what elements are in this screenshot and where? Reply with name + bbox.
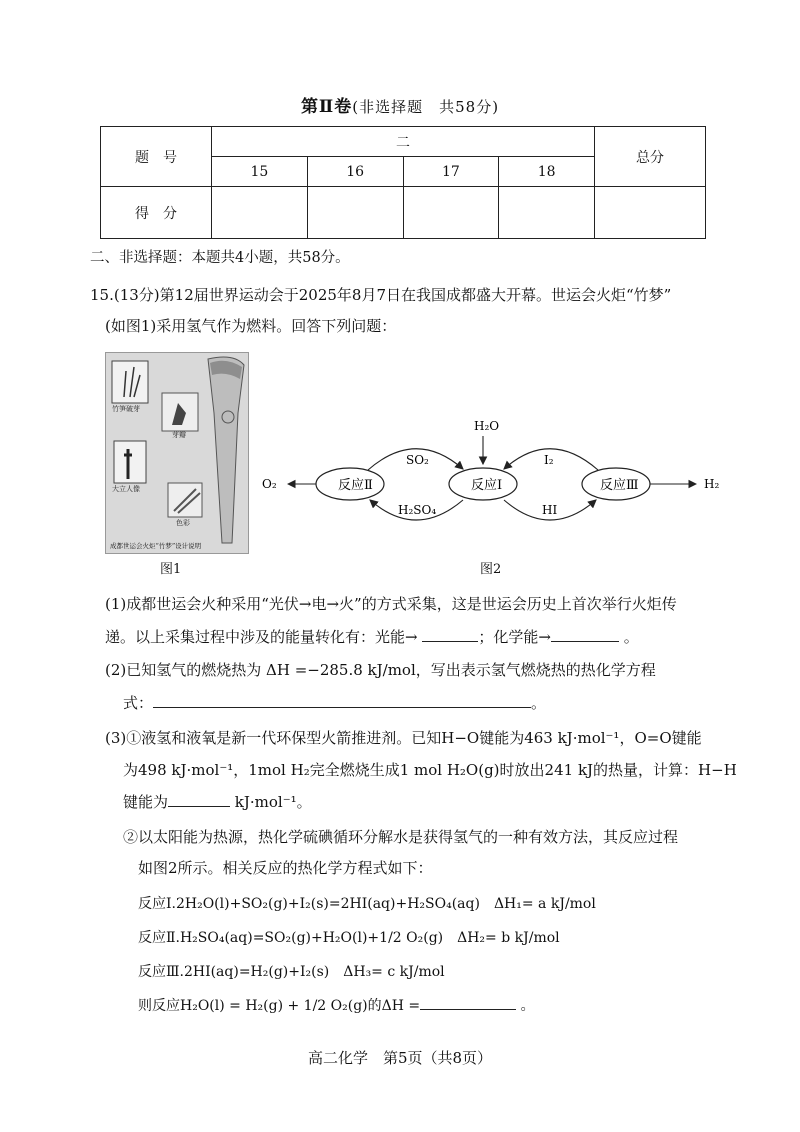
fig1-label: 色彩 xyxy=(176,519,190,527)
h2o-label: H₂O xyxy=(474,419,500,433)
row-label-score: 得 分 xyxy=(101,187,212,239)
part1-text-a: 递。以上采集过程中涉及的能量转化有：光能→ xyxy=(105,628,418,646)
part1-line1: (1)成都世运会火种采用“光伏→电→火”的方式采集，这是世运会历史上首次举行火炬传 xyxy=(105,595,677,613)
answer-blank[interactable] xyxy=(422,627,478,642)
part2-text-a: 式： xyxy=(123,694,154,712)
part3-text-b: kJ·mol⁻¹。 xyxy=(234,793,312,811)
h2so4-label: H₂SO₄ xyxy=(398,503,437,517)
group-label: 二 xyxy=(212,127,595,157)
part3b-line2: 如图2所示。相关反应的热化学方程式如下： xyxy=(138,859,433,877)
fig1-label: 竹笋破芽 xyxy=(112,405,140,413)
question-number: 16 xyxy=(307,157,403,187)
answer-blank[interactable] xyxy=(420,995,516,1010)
answer-blank[interactable] xyxy=(551,627,619,642)
part3-text-a: 键能为 xyxy=(123,793,169,811)
o2-label: O₂ xyxy=(262,477,277,491)
torch-illustration xyxy=(106,353,248,553)
section-heading: 二、非选择题：本题共4小题，共58分。 xyxy=(90,250,350,266)
part1-line2 xyxy=(105,627,639,647)
score-cell[interactable] xyxy=(403,187,499,239)
question-number: 18 xyxy=(499,157,595,187)
answer-blank[interactable] xyxy=(168,792,230,807)
question-number: 17 xyxy=(403,157,499,187)
fig1-label: 大立人像 xyxy=(112,485,140,493)
figure2-caption: 图2 xyxy=(480,562,502,577)
total-label: 总分 xyxy=(595,127,706,187)
hi-label: HI xyxy=(542,503,558,517)
so2-label: SO₂ xyxy=(406,453,429,467)
fig1-bottom-caption: 成都世运会火炬“竹梦”设计说明 xyxy=(110,542,202,550)
section-title xyxy=(0,92,800,117)
equation-target-text: 则反应H₂O(l) = H₂(g) + 1/2 O₂(g)的ΔH = xyxy=(138,998,421,1014)
total-score-cell[interactable] xyxy=(595,187,706,239)
part1-text-b: ；化学能→ xyxy=(478,628,551,646)
title-bold: 第Ⅱ卷 xyxy=(300,97,353,117)
reaction-iii-label: 反应Ⅲ xyxy=(600,478,639,493)
figure2-cycle-diagram xyxy=(258,414,728,546)
fig1-label: 芽瓣 xyxy=(172,431,186,439)
title-paren: (非选择题 共58分) xyxy=(352,98,500,116)
part3-line1: (3)①液氢和液氧是新一代环保型火箭推进剂。已知H−O键能为463 kJ·mol⁻¹，O=O键能 xyxy=(105,729,702,747)
part2-line1: (2)已知氢气的燃烧热为 ΔH =−285.8 kJ/mol，写出表示氢气燃烧热的热化学方程 xyxy=(105,661,656,679)
score-cell[interactable] xyxy=(212,187,308,239)
equation-target xyxy=(138,995,535,1015)
row-label-question: 题 号 xyxy=(101,127,212,187)
score-table xyxy=(100,126,706,239)
reaction-ii-label: 反应Ⅱ xyxy=(338,478,373,493)
equation-target-end: 。 xyxy=(520,998,535,1014)
equation-reaction-ii: 反应Ⅱ.H₂SO₄(aq)=SO₂(g)+H₂O(l)+1/2 O₂(g) ΔH₂= b kJ/mol xyxy=(138,930,560,946)
part3-line2: 为498 kJ·mol⁻¹，1mol H₂完全燃烧生成1 mol H₂O(g)时放出241 kJ的热量，计算：H−H xyxy=(123,761,737,779)
figure1-torch-image xyxy=(105,352,249,554)
h2-label: H₂ xyxy=(704,477,720,491)
part2-line2 xyxy=(123,693,546,713)
score-cell[interactable] xyxy=(307,187,403,239)
q15-intro-line1: 15.(13分)第12届世界运动会于2025年8月7日在我国成都盛大开幕。世运会火炬“竹梦” xyxy=(90,286,672,304)
part3-line3 xyxy=(123,792,312,812)
equation-reaction-i: 反应Ⅰ.2H₂O(l)+SO₂(g)+I₂(s)=2HI(aq)+H₂SO₄(aq) ΔH₁= a kJ/mol xyxy=(138,896,596,912)
figure1-caption: 图1 xyxy=(160,562,182,577)
equation-reaction-iii: 反应Ⅲ.2HI(aq)=H₂(g)+I₂(s) ΔH₃= c kJ/mol xyxy=(138,964,445,980)
part1-text-c: 。 xyxy=(623,628,639,646)
page-footer: 高二化学 第5页（共8页） xyxy=(307,1049,493,1067)
score-cell[interactable] xyxy=(499,187,595,239)
q15-intro-line2: (如图1)采用氢气作为燃料。回答下列问题： xyxy=(105,317,397,335)
part2-text-b: 。 xyxy=(531,694,547,712)
part3b-line1: ②以太阳能为热源，热化学硫碘循环分解水是获得氢气的一种有效方法，其反应过程 xyxy=(123,828,679,846)
reaction-i-label: 反应Ⅰ xyxy=(471,478,503,493)
question-number: 15 xyxy=(212,157,308,187)
i2-label: I₂ xyxy=(544,453,554,467)
answer-blank[interactable] xyxy=(153,693,531,708)
